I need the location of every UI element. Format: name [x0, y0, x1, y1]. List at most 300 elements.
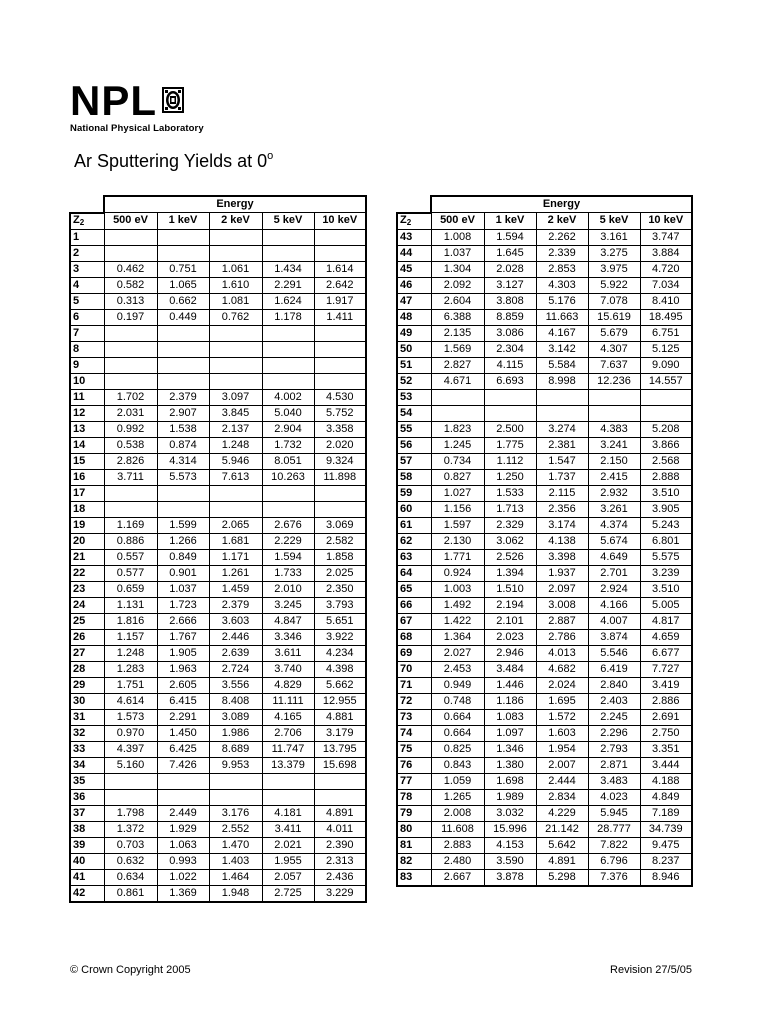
yield-cell: 2.886: [640, 693, 692, 709]
yield-cell: 2.924: [588, 581, 640, 597]
z-cell: 20: [70, 533, 104, 549]
yield-cell: 1.737: [536, 469, 588, 485]
z-cell: 68: [397, 629, 431, 645]
z-cell: 80: [397, 821, 431, 837]
z-cell: 10: [70, 373, 104, 389]
table-body-right: [397, 229, 692, 886]
yield-cell: 0.970: [104, 725, 157, 741]
z-cell: 27: [70, 645, 104, 661]
yield-cell: 3.274: [536, 421, 588, 437]
yield-cell: [157, 373, 209, 389]
yield-cell: 2.027: [431, 645, 484, 661]
z-cell: 63: [397, 549, 431, 565]
z-cell: 67: [397, 613, 431, 629]
yield-cell: 1.954: [536, 741, 588, 757]
yield-cell: 3.261: [588, 501, 640, 517]
yield-cell: 12.955: [314, 693, 366, 709]
table-row: [70, 533, 366, 549]
z2-header: $Z_2$: [70, 213, 104, 230]
yield-cell: 4.849: [640, 789, 692, 805]
yield-cell: 2.403: [588, 693, 640, 709]
table-row: [397, 581, 692, 597]
yield-cell: [209, 773, 262, 789]
yield-cell: 1.266: [157, 533, 209, 549]
yield-cell: [262, 789, 314, 805]
yield-cell: 0.557: [104, 549, 157, 565]
yield-cell: 2.065: [209, 517, 262, 533]
z-cell: 8: [70, 341, 104, 357]
yield-cell: 1.732: [262, 437, 314, 453]
logo-text: NPL: [70, 77, 157, 124]
yield-cell: 1.572: [536, 709, 588, 725]
yield-cell: 0.992: [104, 421, 157, 437]
z-cell: 82: [397, 853, 431, 869]
yield-cell: 1.037: [431, 245, 484, 261]
yield-cell: 4.847: [262, 613, 314, 629]
yield-cell: 8.859: [484, 309, 536, 325]
table-row: [70, 805, 366, 821]
yield-cell: 3.884: [640, 245, 692, 261]
yield-cell: 1.751: [104, 677, 157, 693]
yield-cell: 2.262: [536, 229, 588, 245]
table-row: [70, 677, 366, 693]
yield-cell: 1.304: [431, 261, 484, 277]
yield-cell: 2.834: [536, 789, 588, 805]
z-cell: 53: [397, 389, 431, 405]
yield-cell: 4.002: [262, 389, 314, 405]
yield-cell: 5.125: [640, 341, 692, 357]
yield-cell: 2.904: [262, 421, 314, 437]
z-cell: 26: [70, 629, 104, 645]
yield-cell: 3.241: [588, 437, 640, 453]
yield-cell: 2.304: [484, 341, 536, 357]
yield-cell: 1.027: [431, 485, 484, 501]
yield-cell: [431, 389, 484, 405]
table-row: [397, 533, 692, 549]
yield-cell: 4.314: [157, 453, 209, 469]
table-row: [70, 549, 366, 565]
table-row: [397, 421, 692, 437]
yield-cell: [588, 389, 640, 405]
yield-cell: 6.425: [157, 741, 209, 757]
yield-cell: 1.917: [314, 293, 366, 309]
yield-cell: 2.291: [262, 277, 314, 293]
yield-cell: 1.248: [209, 437, 262, 453]
z-cell: 16: [70, 469, 104, 485]
yield-cell: 2.725: [262, 885, 314, 902]
yield-cell: [314, 373, 366, 389]
table-row: [397, 597, 692, 613]
yield-cell: 2.887: [536, 613, 588, 629]
yield-cell: 4.307: [588, 341, 640, 357]
z-cell: 24: [70, 597, 104, 613]
z-cell: 37: [70, 805, 104, 821]
z-cell: 35: [70, 773, 104, 789]
yield-cell: 2.946: [484, 645, 536, 661]
yield-cell: 2.379: [157, 389, 209, 405]
table-row: [397, 357, 692, 373]
yield-cell: 1.594: [484, 229, 536, 245]
yield-cell: 0.449: [157, 309, 209, 325]
yield-cell: 3.239: [640, 565, 692, 581]
table-row: [70, 501, 366, 517]
table-row: [70, 485, 366, 501]
yield-cell: [209, 373, 262, 389]
yield-cell: 2.827: [431, 357, 484, 373]
yield-cell: 8.946: [640, 869, 692, 886]
yield-cell: 4.383: [588, 421, 640, 437]
yield-cell: 3.611: [262, 645, 314, 661]
yield-cell: 4.817: [640, 613, 692, 629]
table-row: [70, 645, 366, 661]
yield-cell: 3.161: [588, 229, 640, 245]
col-header-5kev: 5 keV: [262, 213, 314, 230]
yield-cell: [262, 357, 314, 373]
yield-cell: 1.008: [431, 229, 484, 245]
z-cell: 81: [397, 837, 431, 853]
yield-cell: 4.023: [588, 789, 640, 805]
z-cell: 1: [70, 229, 104, 245]
yield-cell: 4.891: [536, 853, 588, 869]
yield-cell: 2.667: [431, 869, 484, 886]
yield-cell: 2.786: [536, 629, 588, 645]
yield-cell: 3.556: [209, 677, 262, 693]
yield-cell: 1.403: [209, 853, 262, 869]
yield-cell: 0.874: [157, 437, 209, 453]
yield-cell: 1.610: [209, 277, 262, 293]
yield-cell: 28.777: [588, 821, 640, 837]
yield-cell: [536, 389, 588, 405]
z-cell: 6: [70, 309, 104, 325]
yield-cell: 5.674: [588, 533, 640, 549]
yield-cell: 3.008: [536, 597, 588, 613]
yield-cell: [262, 341, 314, 357]
col-header-2kev: 2 keV: [536, 213, 588, 230]
z-cell: 44: [397, 245, 431, 261]
z-cell: 38: [70, 821, 104, 837]
yield-cell: [314, 501, 366, 517]
yield-cell: 1.624: [262, 293, 314, 309]
yield-cell: 2.568: [640, 453, 692, 469]
yield-cell: [262, 245, 314, 261]
z-cell: 66: [397, 597, 431, 613]
yield-cell: 1.081: [209, 293, 262, 309]
table-row: [70, 853, 366, 869]
yield-cell: [484, 405, 536, 421]
yield-cell: 4.303: [536, 277, 588, 293]
yield-cell: 0.993: [157, 853, 209, 869]
yield-cell: [431, 405, 484, 421]
yield-cell: 2.291: [157, 709, 209, 725]
yield-cell: [209, 341, 262, 357]
yield-cell: 0.924: [431, 565, 484, 581]
table-row: [70, 725, 366, 741]
yield-cell: 5.946: [209, 453, 262, 469]
yield-cell: 2.750: [640, 725, 692, 741]
yield-cell: 2.092: [431, 277, 484, 293]
yield-cell: 15.619: [588, 309, 640, 325]
yield-cell: 0.751: [157, 261, 209, 277]
z-cell: 22: [70, 565, 104, 581]
yield-cell: 2.526: [484, 549, 536, 565]
yield-cell: 2.031: [104, 405, 157, 421]
z-cell: 28: [70, 661, 104, 677]
yield-cell: 0.861: [104, 885, 157, 902]
yield-cell: 13.379: [262, 757, 314, 773]
yield-cell: 7.426: [157, 757, 209, 773]
yield-cell: [209, 789, 262, 805]
table-row: [70, 693, 366, 709]
yield-cell: [209, 245, 262, 261]
yield-cell: 2.296: [588, 725, 640, 741]
energy-header: Energy: [431, 196, 692, 213]
yield-cell: 7.613: [209, 469, 262, 485]
yield-cell: 1.171: [209, 549, 262, 565]
table-row: [70, 565, 366, 581]
yield-cell: 14.557: [640, 373, 692, 389]
yield-cell: 1.614: [314, 261, 366, 277]
yield-cell: 1.470: [209, 837, 262, 853]
table-row: [70, 277, 366, 293]
yield-cell: [104, 373, 157, 389]
yield-cell: 1.245: [431, 437, 484, 453]
z-cell: 74: [397, 725, 431, 741]
yield-cell: 1.775: [484, 437, 536, 453]
yield-cell: 2.582: [314, 533, 366, 549]
yield-cell: 3.483: [588, 773, 640, 789]
yield-cell: [104, 229, 157, 245]
yield-cell: 8.689: [209, 741, 262, 757]
yield-cell: [484, 389, 536, 405]
z-cell: 43: [397, 229, 431, 245]
yield-cell: 0.762: [209, 309, 262, 325]
z-cell: 79: [397, 805, 431, 821]
yield-cell: 0.949: [431, 677, 484, 693]
z-cell: 14: [70, 437, 104, 453]
yield-cell: 1.434: [262, 261, 314, 277]
table-row: [397, 821, 692, 837]
yield-cell: 1.948: [209, 885, 262, 902]
table-row: [397, 293, 692, 309]
yield-cell: 6.677: [640, 645, 692, 661]
yield-cell: [157, 501, 209, 517]
yield-cell: [262, 485, 314, 501]
yield-cell: 2.883: [431, 837, 484, 853]
z2-header: $Z_2$: [397, 213, 431, 230]
yield-cell: 1.597: [431, 517, 484, 533]
yield-cell: 2.023: [484, 629, 536, 645]
yield-cell: 4.188: [640, 773, 692, 789]
yield-cell: 9.475: [640, 837, 692, 853]
yield-cell: 1.573: [104, 709, 157, 725]
yield-cell: 4.614: [104, 693, 157, 709]
yield-cell: 3.845: [209, 405, 262, 421]
yield-cell: 1.510: [484, 581, 536, 597]
yield-cell: [104, 485, 157, 501]
col-header-10kev: 10 keV: [314, 213, 366, 230]
yield-cell: 1.372: [104, 821, 157, 837]
yield-cell: 1.450: [157, 725, 209, 741]
yield-cell: 2.604: [431, 293, 484, 309]
yield-cell: [314, 341, 366, 357]
yield-cell: 4.138: [536, 533, 588, 549]
table-row: [397, 373, 692, 389]
yield-cell: 1.986: [209, 725, 262, 741]
yield-cell: 2.007: [536, 757, 588, 773]
yield-cell: [314, 229, 366, 245]
yield-cell: 2.135: [431, 325, 484, 341]
z-cell: 64: [397, 565, 431, 581]
z-cell: 46: [397, 277, 431, 293]
yield-cell: 5.922: [588, 277, 640, 293]
yield-cell: 1.929: [157, 821, 209, 837]
yield-cell: [314, 245, 366, 261]
yield-cell: 1.380: [484, 757, 536, 773]
yield-cell: 2.605: [157, 677, 209, 693]
yield-cell: 0.582: [104, 277, 157, 293]
yield-cell: 8.408: [209, 693, 262, 709]
yield-cell: 1.594: [262, 549, 314, 565]
table-row: [70, 837, 366, 853]
table-row: [397, 757, 692, 773]
yield-cell: 4.166: [588, 597, 640, 613]
yield-cell: 2.137: [209, 421, 262, 437]
yield-cell: 2.097: [536, 581, 588, 597]
yield-cell: [157, 341, 209, 357]
yield-cell: 1.547: [536, 453, 588, 469]
table-row: [70, 597, 366, 613]
yield-cell: [104, 501, 157, 517]
table-row: [397, 341, 692, 357]
z-cell: 76: [397, 757, 431, 773]
yield-cell: 0.538: [104, 437, 157, 453]
sputtering-table-right: [396, 195, 693, 887]
yield-cell: 1.083: [484, 709, 536, 725]
yield-cell: 7.727: [640, 661, 692, 677]
yield-cell: 5.584: [536, 357, 588, 373]
yield-cell: 3.975: [588, 261, 640, 277]
yield-cell: [104, 245, 157, 261]
col-header-10kev: 10 keV: [640, 213, 692, 230]
yield-cell: 2.666: [157, 613, 209, 629]
yield-cell: [104, 325, 157, 341]
revision-text: Revision 27/5/05: [610, 964, 692, 976]
table-row: [70, 373, 366, 389]
z-cell: 33: [70, 741, 104, 757]
table-row: [70, 629, 366, 645]
yield-cell: 3.398: [536, 549, 588, 565]
yield-cell: [157, 325, 209, 341]
yield-cell: [262, 229, 314, 245]
table-row: [397, 261, 692, 277]
yield-cell: 5.575: [640, 549, 692, 565]
yield-cell: 2.826: [104, 453, 157, 469]
yield-cell: 2.350: [314, 581, 366, 597]
yield-cell: 10.263: [262, 469, 314, 485]
z-cell: 62: [397, 533, 431, 549]
z-cell: 70: [397, 661, 431, 677]
yield-cell: 2.115: [536, 485, 588, 501]
yield-cell: 3.346: [262, 629, 314, 645]
z-cell: 21: [70, 549, 104, 565]
yield-cell: 2.840: [588, 677, 640, 693]
yield-cell: 0.659: [104, 581, 157, 597]
table-row: [397, 309, 692, 325]
yield-cell: 4.659: [640, 629, 692, 645]
yield-cell: 3.922: [314, 629, 366, 645]
yield-cell: 1.569: [431, 341, 484, 357]
z-cell: 18: [70, 501, 104, 517]
yield-cell: 2.691: [640, 709, 692, 725]
yield-cell: 11.111: [262, 693, 314, 709]
yield-cell: [209, 325, 262, 341]
yield-cell: 3.740: [262, 661, 314, 677]
z-cell: 71: [397, 677, 431, 693]
yield-cell: 1.937: [536, 565, 588, 581]
yield-cell: [104, 773, 157, 789]
yield-cell: 9.953: [209, 757, 262, 773]
yield-cell: 2.028: [484, 261, 536, 277]
yield-cell: [314, 773, 366, 789]
yield-cell: 1.063: [157, 837, 209, 853]
z-cell: 65: [397, 581, 431, 597]
yield-cell: 1.265: [431, 789, 484, 805]
yield-cell: 2.329: [484, 517, 536, 533]
table-row: [70, 437, 366, 453]
yield-cell: 1.464: [209, 869, 262, 885]
z-cell: 51: [397, 357, 431, 373]
yield-cell: 0.462: [104, 261, 157, 277]
table-row: [397, 229, 692, 245]
yield-cell: 0.843: [431, 757, 484, 773]
table-row: [397, 629, 692, 645]
col-header-2kev: 2 keV: [209, 213, 262, 230]
yield-cell: 6.751: [640, 325, 692, 341]
yield-cell: 1.178: [262, 309, 314, 325]
table-row: [70, 245, 366, 261]
yield-cell: 6.419: [588, 661, 640, 677]
sputtering-table-left: [69, 195, 367, 903]
logo-subtitle: National Physical Laboratory: [70, 123, 204, 134]
z-cell: 39: [70, 837, 104, 853]
degree-superscript: o: [267, 150, 274, 162]
yield-cell: 5.208: [640, 421, 692, 437]
crest-icon: [161, 86, 185, 119]
yield-cell: 34.739: [640, 821, 692, 837]
yield-cell: 4.165: [262, 709, 314, 725]
yield-cell: 4.397: [104, 741, 157, 757]
yield-cell: 1.767: [157, 629, 209, 645]
yield-cell: 2.552: [209, 821, 262, 837]
yield-cell: 4.374: [588, 517, 640, 533]
table-row: [397, 453, 692, 469]
table-row: [397, 437, 692, 453]
yield-cell: 1.698: [484, 773, 536, 789]
z-cell: 48: [397, 309, 431, 325]
z-cell: 29: [70, 677, 104, 693]
table-row: [70, 741, 366, 757]
yield-cell: 2.642: [314, 277, 366, 293]
yield-cell: [262, 773, 314, 789]
yield-cell: 4.181: [262, 805, 314, 821]
z-cell: 32: [70, 725, 104, 741]
yield-cell: 1.059: [431, 773, 484, 789]
yield-cell: 0.748: [431, 693, 484, 709]
z-cell: 57: [397, 453, 431, 469]
yield-cell: 4.167: [536, 325, 588, 341]
yield-cell: [157, 357, 209, 373]
yield-cell: 2.449: [157, 805, 209, 821]
